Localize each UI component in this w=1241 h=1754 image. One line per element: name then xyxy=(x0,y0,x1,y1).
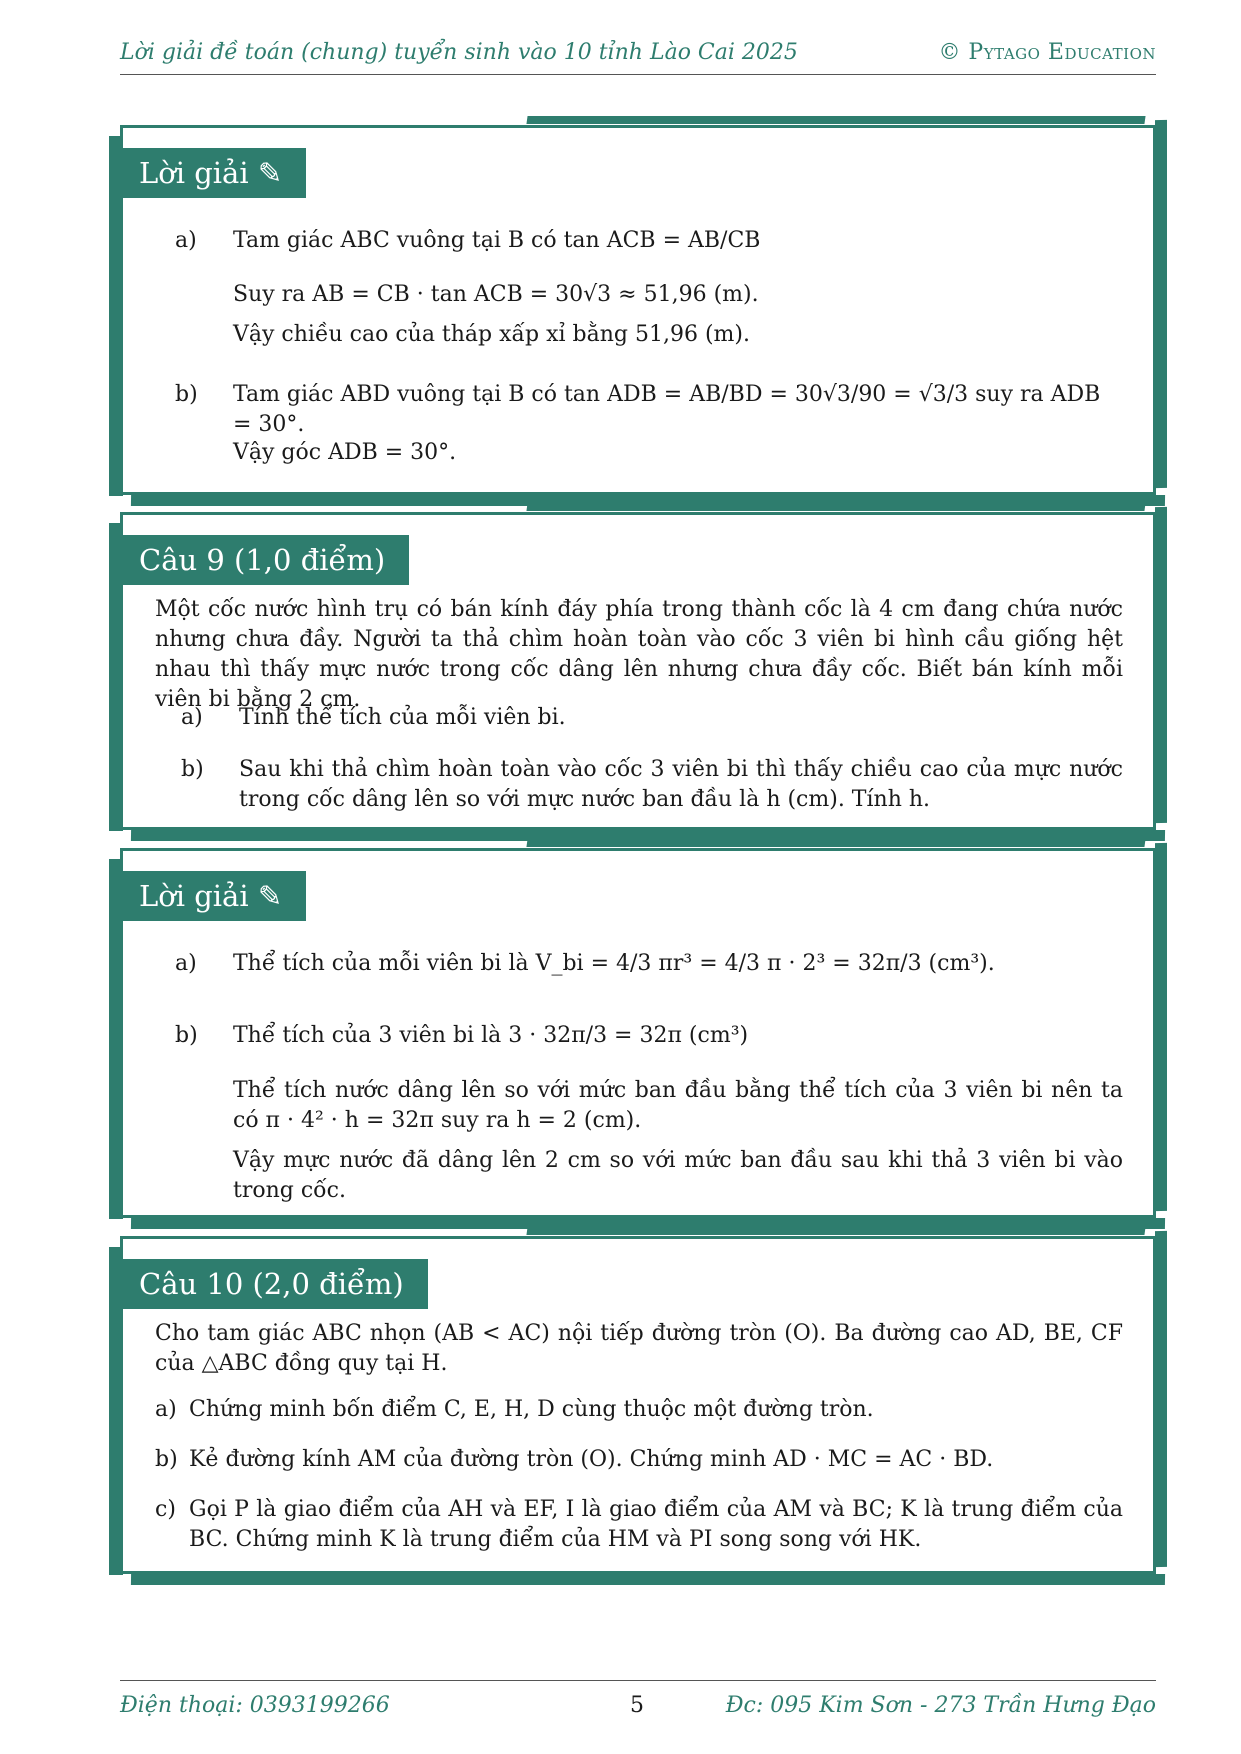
question9-intro: Một cốc nước hình trụ có bán kính đáy phía trong thành cốc là 4 cm đang chứa nước nhưng chưa đầy. Người ta thả chìm hoàn toàn vào cốc 3 viên bi hình cầu giống hệt nhau thì thấy mực nước trong cốc dâng lên nhưng chưa đầy cốc. Biết bán kính mỗi viên bi bằng 2 cm. xyxy=(155,597,1123,712)
solution1-b-line1: Tam giác ABD vuông tại B có tan ADB = AB/BD = 30√3/90 = √3/3 suy ra ADB = 30°. xyxy=(233,382,1101,437)
item-label: b) xyxy=(155,1447,178,1472)
page-number: 5 xyxy=(630,1693,644,1718)
solution1-a-line3: Vậy chiều cao của tháp xấp xỉ bằng 51,96 (m). xyxy=(233,322,750,347)
solution-tag-2: Lời giải ✎ xyxy=(109,871,306,921)
solution2-b-text2: Thể tích nước dâng lên so với mức ban đầu bằng thể tích của 3 viên bi nên ta có π · 4² · h = 32π suy ra h = 2 (cm). xyxy=(233,1078,1123,1133)
question10-c-text: Gọi P là giao điểm của AH và EF, I là giao điểm của AM và BC; K là trung điểm của BC. Chứng minh K là trung điểm của HM và PI song song với HK. xyxy=(189,1497,1123,1552)
question9-b-text: Sau khi thả chìm hoàn toàn vào cốc 3 viên bi thì thấy chiều cao của mực nước trong cốc dâng lên so với mực nước ban đầu là h (cm). Tính h. xyxy=(239,757,1123,812)
page-footer xyxy=(120,1680,1156,1718)
page-header xyxy=(120,38,1156,75)
item-label: a) xyxy=(155,1397,177,1422)
item-label: b) xyxy=(175,382,198,407)
solution-box-1 xyxy=(120,125,1156,495)
item-label: c) xyxy=(155,1497,176,1522)
solution2-b-text3: Vậy mực nước đã dâng lên 2 cm so với mức ban đầu sau khi thả 3 viên bi vào trong cốc. xyxy=(233,1148,1123,1203)
solution1-a-line2: Suy ra AB = CB · tan ACB = 30√3 ≈ 51,96 (m). xyxy=(233,282,759,307)
solution-box-2 xyxy=(120,848,1156,1218)
question9-a-text: Tính thể tích của mỗi viên bi. xyxy=(239,705,566,730)
question10-a-text: Chứng minh bốn điểm C, E, H, D cùng thuộc một đường tròn. xyxy=(189,1397,874,1422)
header-brand: © Pytago Education xyxy=(938,40,1156,65)
item-label: a) xyxy=(175,951,197,976)
solution2-a-text: Thể tích của mỗi viên bi là V_bi = 4/3 πr³ = 4/3 π · 2³ = 32π/3 (cm³). xyxy=(233,951,995,976)
question10-intro: Cho tam giác ABC nhọn (AB < AC) nội tiếp đường tròn (O). Ba đường cao AD, BE, CF của △ABC đồng quy tại H. xyxy=(155,1321,1123,1376)
item-label: b) xyxy=(181,757,204,782)
solution-tag-1: Lời giải ✎ xyxy=(109,148,306,198)
solution1-b-line2: Vậy góc ADB = 30°. xyxy=(233,440,457,465)
solution2-b-text1: Thể tích của 3 viên bi là 3 · 32π/3 = 32π (cm³) xyxy=(233,1023,749,1048)
item-label: b) xyxy=(175,1023,198,1048)
item-label: a) xyxy=(175,228,197,253)
header-title: Lời giải đề toán (chung) tuyển sinh vào 10 tỉnh Lào Cai 2025 xyxy=(120,40,798,65)
solution1-a-line1: Tam giác ABC vuông tại B có tan ACB = AB/CB xyxy=(233,228,761,253)
item-label: a) xyxy=(181,705,203,730)
question-tag-10: Câu 10 (2,0 điểm) xyxy=(109,1259,428,1309)
question10-b-text: Kẻ đường kính AM của đường tròn (O). Chứng minh AD · MC = AC · BD. xyxy=(189,1447,994,1472)
footer-phone: Điện thoại: 0393199266 xyxy=(120,1693,390,1718)
question-box-9 xyxy=(120,512,1156,830)
question-box-10 xyxy=(120,1236,1156,1574)
footer-address: Đc: 095 Kim Sơn - 273 Trần Hưng Đạo xyxy=(725,1693,1156,1718)
question-tag-9: Câu 9 (1,0 điểm) xyxy=(109,535,409,585)
